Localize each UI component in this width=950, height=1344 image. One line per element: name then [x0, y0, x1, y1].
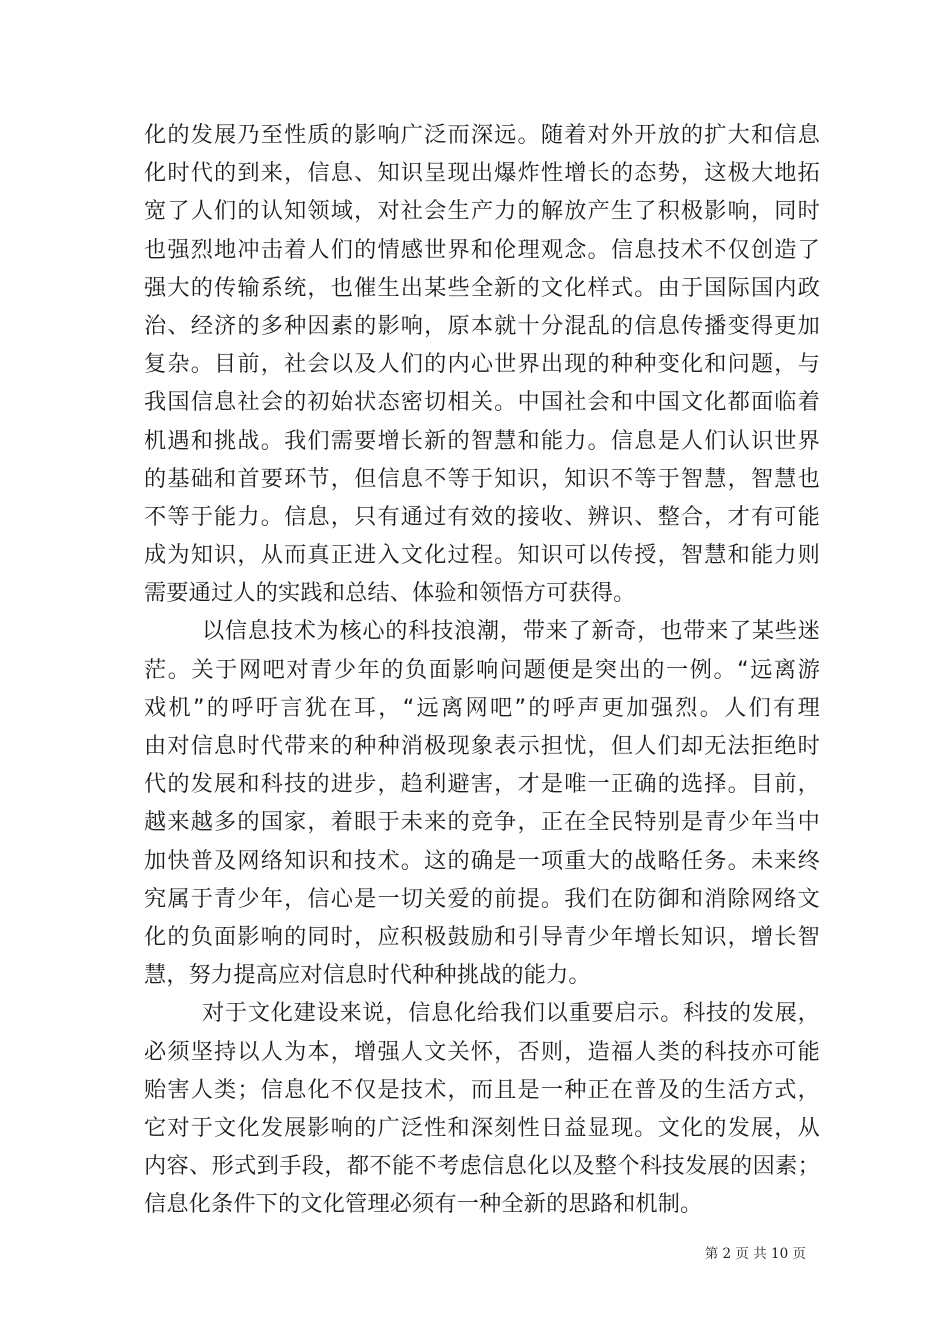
- text-line: 成为知识，从而真正进入文化过程。知识可以传授，智慧和能力则: [144, 542, 820, 569]
- text-line: 代的发展和科技的进步，趋利避害，才是唯一正确的选择。目前，: [144, 771, 820, 798]
- text-line: 化时代的到来，信息、知识呈现出爆炸性增长的态势，这极大地拓: [144, 160, 820, 187]
- text-line: 必须坚持以人为本，增强人文关怀，否则，造福人类的科技亦可能: [144, 1038, 820, 1065]
- paragraph: [144, 994, 820, 1223]
- text-line: 戏机”的呼吁言犹在耳，“远离网吧”的呼声更加强烈。人们有理: [144, 694, 820, 721]
- text-line: 化的发展乃至性质的影响广泛而深远。随着对外开放的扩大和信息: [144, 122, 820, 148]
- text-line: 它对于文化发展影响的广泛性和深刻性日益显现。文化的发展，从: [144, 1114, 820, 1141]
- text-line: 宽了人们的认知领域，对社会生产力的解放产生了积极影响，同时: [144, 198, 820, 225]
- text-line: 也强烈地冲击着人们的情感世界和伦理观念。信息技术不仅创造了: [144, 236, 820, 263]
- text-line: 以信息技术为核心的科技浪潮，带来了新奇，也带来了某些迷: [202, 618, 820, 645]
- text-line: 信息化条件下的文化管理必须有一种全新的思路和机制。: [144, 1191, 703, 1218]
- text-line: 强大的传输系统，也催生出某些全新的文化样式。由于国际国内政: [144, 274, 820, 301]
- text-line: 加快普及网络知识和技术。这的确是一项重大的战略任务。未来终: [144, 847, 820, 874]
- text-line: 究属于青少年，信心是一切关爱的前提。我们在防御和消除网络文: [144, 885, 820, 912]
- text-line: 我国信息社会的初始状态密切相关。中国社会和中国文化都面临着: [144, 389, 820, 416]
- text-line: 慧，努力提高应对信息时代种种挑战的能力。: [144, 962, 591, 989]
- text-line: 贻害人类；信息化不仅是技术，而且是一种正在普及的生活方式，: [144, 1076, 820, 1103]
- text-line: 越来越多的国家，着眼于未来的竞争，正在全民特别是青少年当中: [144, 809, 820, 836]
- text-line: 内容、形式到手段，都不能不考虑信息化以及整个科技发展的因素；: [144, 1153, 820, 1180]
- text-line: 化的负面影响的同时，应积极鼓励和引导青少年增长知识，增长智: [144, 923, 820, 950]
- text-line: 由对信息时代带来的种种消极现象表示担忧，但人们却无法拒绝时: [144, 733, 820, 759]
- text-line: 治、经济的多种因素的影响，原本就十分混乱的信息传播变得更加: [144, 312, 820, 339]
- text-line: 的基础和首要环节，但信息不等于知识，知识不等于智慧，智慧也: [144, 465, 820, 492]
- text-line: 机遇和挑战。我们需要增长新的智慧和能力。信息是人们认识世界: [144, 427, 820, 454]
- paragraph: [144, 612, 820, 994]
- text-line: 需要通过人的实践和总结、体验和领悟方可获得。: [144, 580, 636, 607]
- body-text: [144, 116, 820, 1223]
- text-line: 对于文化建设来说，信息化给我们以重要启示。科技的发展，: [202, 1000, 820, 1027]
- text-line: 不等于能力。信息，只有通过有效的接收、辨识、整合，才有可能: [144, 503, 820, 530]
- text-line: 复杂。目前，社会以及人们的内心世界出现的种种变化和问题，与: [144, 351, 820, 378]
- page-number-footer: 第 2 页 共 10 页: [704, 1246, 806, 1262]
- text-line: 茫。关于网吧对青少年的负面影响问题便是突出的一例。“远离游: [144, 656, 820, 683]
- paragraph: [144, 116, 820, 612]
